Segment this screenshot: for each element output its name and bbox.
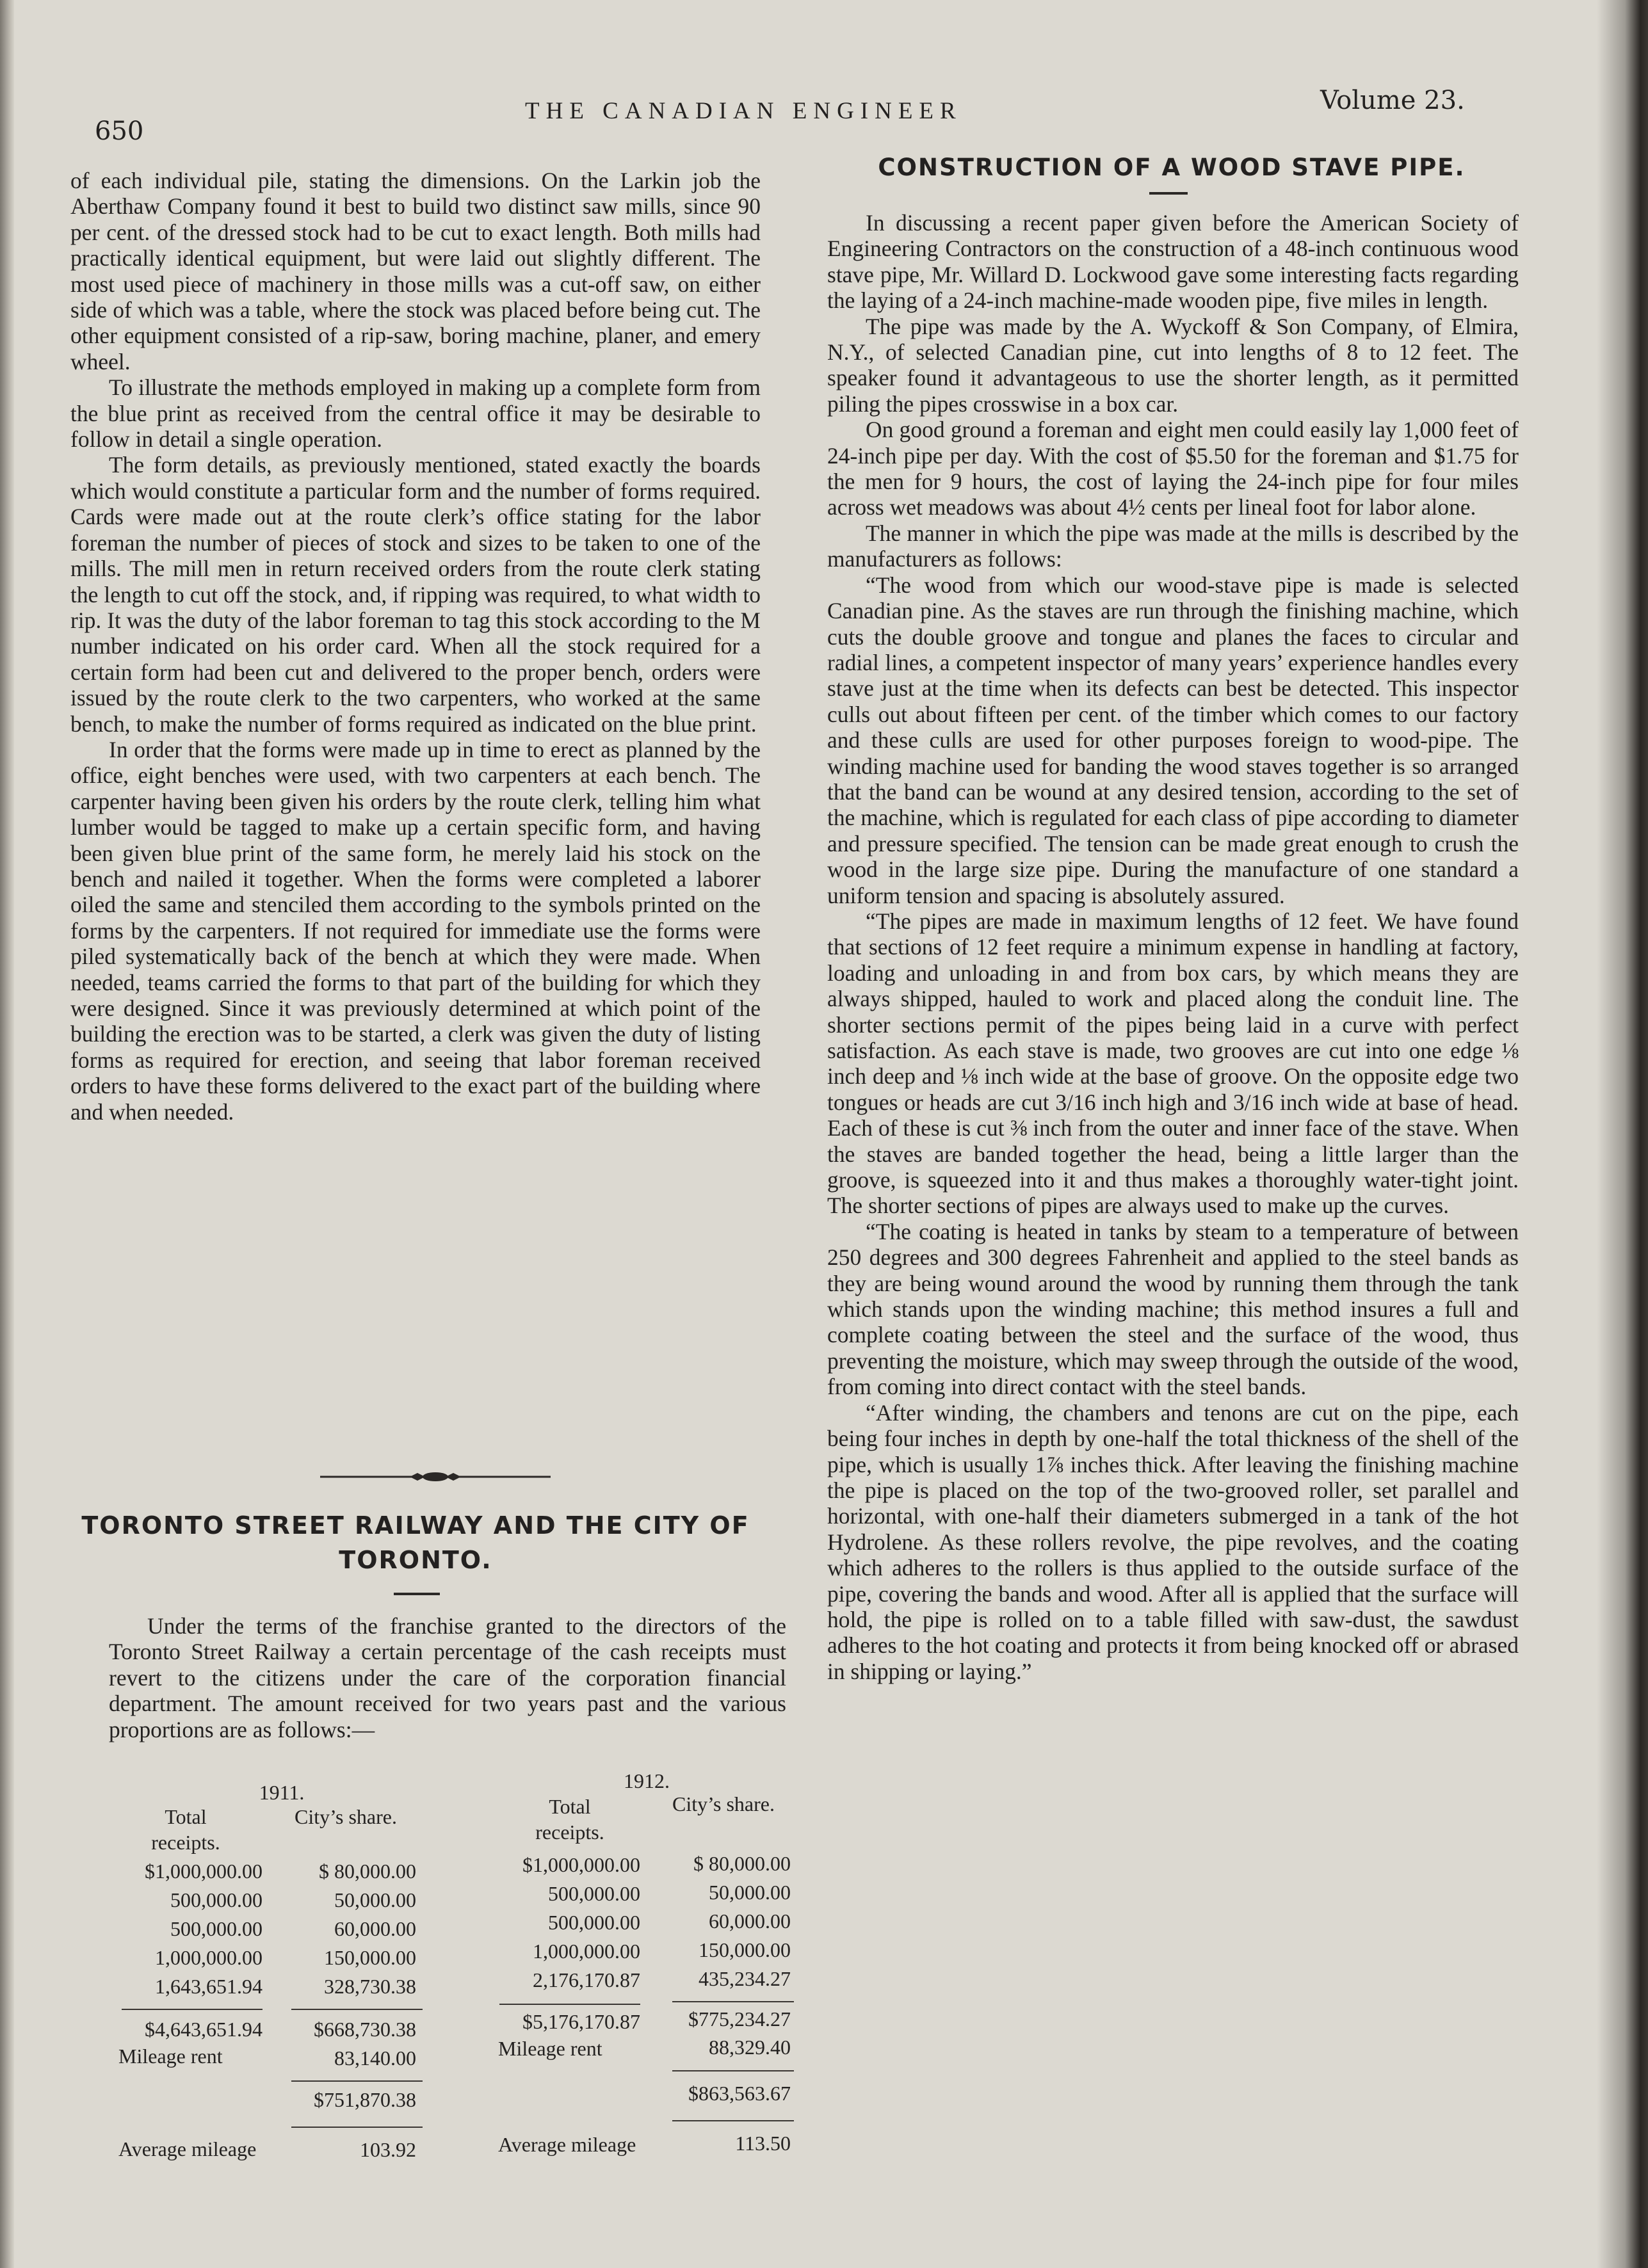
sum-total: $4,643,651.94 bbox=[145, 2018, 263, 2041]
paragraph: In discussing a recent paper given before the American Society of Engineering Contractors on the construction of a 48-inch continuous wood stave pipe, Mr. Willard D. Lockwood gave some interesting facts regarding the laying of a 24-inch machine-made wooden pipe, five miles in length. bbox=[827, 210, 1519, 314]
total-cell: 500,000.00 bbox=[170, 1888, 263, 1911]
grand-rule bbox=[672, 2070, 794, 2071]
wood-article-body bbox=[827, 210, 1519, 1684]
paragraph: of each individual pile, stating the dimensions. On the Larkin job the Aberthaw Company found it best to build two distinct saw mills, since 90 per cent. of the dressed stock had to be cut to exact length. Both mills had practically identical equipment, but were laid out slightly different. The most used piece of machinery in those mills was a cut-off saw, on either side of which was a table, where the stock was placed before being cut. The other equipment consisted of a rip-saw, boring machine, planer, and emery wheel. bbox=[70, 168, 761, 374]
share-cell: 60,000.00 bbox=[334, 1917, 416, 1940]
page-number: 650 bbox=[95, 117, 144, 146]
page-edge-shadow bbox=[1597, 0, 1648, 2268]
column-header-share: City’s share. bbox=[295, 1805, 397, 1828]
average-value: 113.50 bbox=[735, 2132, 791, 2155]
average-label: Average mileage bbox=[498, 2133, 636, 2156]
wood-article-title: CONSTRUCTION OF A WOOD STAVE PIPE. bbox=[878, 154, 1466, 181]
paragraph: “The pipes are made in maximum lengths of 12 feet. We have found that sections of 12 feet require a minimum expense in handling at factory, loading and unloading in and from box cars, by which means they are always shipped, hauled to work and placed along the conduit line. The shorter sections permit of the pipes being laid in a curve with perfect satisfaction. As each stave is made, two grooves are cut into one edge ⅛ inch deep and ⅛ inch wide at the base of groove. On the opposite edge two tongues or heads are cut 3/16 inch high and 3/16 inch wide at base of head. Each of these is cut ⅜ inch from the outer and inner face of the stave. When the staves are banded together the head, being a little larger than the groove, is squeezed into it and thus makes a thoroughly water-tight joint. The shorter sections of pipes are always used to make up the curves. bbox=[827, 908, 1519, 1219]
total-cell: 500,000.00 bbox=[170, 1917, 263, 1940]
paragraph: In order that the forms were made up in time to erect as planned by the office, eight benches were used, with two carpenters at each bench. The carpenter having been given his orders by the route clerk, telling him what lumber would be tagged to make up a certain specific form, and having been given blue print of the same form, he merely laid his stock on the bench and nailed it together. When the forms were completed a laborer oiled the same and stenciled them according to the symbols printed on the forms by the carpenters. If not required for immediate use the forms were piled systematically back of the bench at which they were made. When needed, teams carried the forms to that part of the building for which they were designed. Since it was previously determined at which point of the building the erection was to be started, a clerk was given the duty of listing forms as required for erection, and seeing that labor foreman received orders to have these forms delivered to the exact part of the building where and when needed. bbox=[70, 736, 761, 1125]
share-cell: 328,730.38 bbox=[324, 1975, 416, 1998]
paragraph: The manner in which the pipe was made at the mills is described by the manufacturers as follows: bbox=[827, 520, 1519, 572]
grand-total: $751,870.38 bbox=[314, 2088, 416, 2111]
total-cell: 1,643,651.94 bbox=[155, 1975, 263, 1998]
paragraph: “After winding, the chambers and tenons are cut on the pipe, each being four inches in depth by one-half the total thickness of the shell of the pipe, which is usually 1⅞ inches thick. After leaving the finishing machine the pipe is placed on the top of the two-grooved roller, set parallel and horizontal, with one-half their diameters submerged in a tank of the hot Hydrolene. As these rollers revolve, the pipe revolves, and the coating which adheres to the rollers is thus applied to the outside surface of the pipe, covering the bands and wood. After all is applied that the surface will hold, the pipe is rolled on to a table filled with saw-dust, the sawdust adheres to the hot coating and protects it from being knocked off or abrased in shipping or laying.” bbox=[827, 1399, 1519, 1684]
share-cell: 50,000.00 bbox=[334, 1888, 416, 1911]
grand-rule bbox=[291, 2080, 423, 2082]
sum-rule bbox=[291, 2009, 423, 2010]
grand-rule bbox=[672, 2120, 794, 2121]
share-cell: $ 80,000.00 bbox=[693, 1852, 791, 1875]
mileage-value: 83,140.00 bbox=[334, 2047, 416, 2070]
total-cell: 500,000.00 bbox=[548, 1911, 640, 1934]
column-header-share: City’s share. bbox=[672, 1792, 775, 1815]
sum-rule bbox=[672, 2001, 794, 2002]
share-cell: 50,000.00 bbox=[709, 1881, 791, 1904]
sum-rule bbox=[499, 2004, 640, 2005]
grand-rule bbox=[291, 2127, 423, 2128]
column-header-total: Total receipts. bbox=[151, 1805, 220, 1854]
toronto-intro bbox=[109, 1613, 786, 1742]
grand-total: $863,563.67 bbox=[688, 2082, 791, 2105]
total-cell: 1,000,000.00 bbox=[533, 1940, 640, 1963]
share-cell: 435,234.27 bbox=[699, 1967, 791, 1990]
column-header-total: Total receipts. bbox=[535, 1795, 604, 1844]
total-cell: 2,176,170.87 bbox=[533, 1968, 640, 1991]
share-cell: 150,000.00 bbox=[699, 1938, 791, 1961]
sum-rule bbox=[122, 2009, 263, 2010]
paragraph: “The wood from which our wood-stave pipe is made is selected Canadian pine. As the staves are run through the finishing machine, which cuts the double groove and tongue and planes the faces to circular and radial lines, a competent inspector of many years’ experience handles every stave just at the time when its defects can best be detected. This inspector culls out about fifteen per cent. of the timber which comes to our factory and these culls are used for other purposes foreign to wood-pipe. The winding machine used for banding the wood staves together is so arranged that the band can be wound at any desired tension, according to the set of the machine, which is regulated for each class of pipe according to diameter and pressure specified. The tension can be made great enough to crush the wood in the large size pipe. During the manufacture of one standard a uniform tension and spacing is absolutely assured. bbox=[827, 572, 1519, 908]
total-cell: 500,000.00 bbox=[548, 1882, 640, 1905]
mileage-label: Mileage rent bbox=[498, 2037, 602, 2060]
sum-share: $775,234.27 bbox=[688, 2007, 791, 2031]
average-label: Average mileage bbox=[118, 2137, 257, 2160]
mileage-value: 88,329.40 bbox=[709, 2036, 791, 2059]
share-cell: 150,000.00 bbox=[324, 1946, 416, 1969]
year-label: 1911. bbox=[259, 1781, 305, 1804]
left-column-article bbox=[70, 168, 761, 1125]
total-cell: $1,000,000.00 bbox=[145, 1860, 263, 1883]
title-underline bbox=[394, 1593, 440, 1595]
title-underline bbox=[1149, 192, 1188, 195]
share-cell: $ 80,000.00 bbox=[319, 1860, 416, 1883]
section-divider-ornament bbox=[320, 1469, 551, 1484]
average-value: 103.92 bbox=[360, 2138, 416, 2161]
share-cell: 60,000.00 bbox=[709, 1910, 791, 1933]
paragraph: The pipe was made by the A. Wyckoff & Son Company, of Elmira, N.Y., of selected Canadian pine, cut into lengths of 8 to 12 feet. The speaker found it advantageous to use the shorter length, as it permitted piling the pipes crosswise in a box car. bbox=[827, 313, 1519, 417]
paragraph: To illustrate the methods employed in making up a complete form from the blue print as received from the central office it may be desirable to follow in detail a single operation. bbox=[70, 374, 761, 453]
paragraph: On good ground a foreman and eight men could easily lay 1,000 feet of 24-inch pipe per day. With the cost of $5.50 for the foreman and $1.75 for the men for 9 hours, the cost of laying the 24-inch pipe for four miles across wet meadows was about 4½ cents per lineal foot for labor alone. bbox=[827, 417, 1519, 520]
paragraph: Under the terms of the franchise granted to the directors of the Toronto Street Railway a certain percentage of the cash receipts must revert to the citizens under the care of the corporation financial department. The amount received for two years past and the various proportions are as follows:— bbox=[109, 1613, 786, 1742]
sum-share: $668,730.38 bbox=[314, 2018, 416, 2041]
toronto-article-title: TORONTO STREET RAILWAY AND THE CITY OF TORONTO. bbox=[81, 1511, 750, 1574]
total-cell: 1,000,000.00 bbox=[155, 1946, 263, 1969]
total-cell: $1,000,000.00 bbox=[522, 1853, 640, 1876]
sum-total: $5,176,170.87 bbox=[522, 2010, 640, 2033]
year-label: 1912. bbox=[624, 1769, 670, 1792]
running-head: THE CANADIAN ENGINEER bbox=[525, 98, 962, 124]
page-spine-shadow bbox=[0, 0, 14, 2268]
mileage-label: Mileage rent bbox=[118, 2045, 223, 2068]
paragraph: The form details, as previously mentioned, stated exactly the boards which would constitute a particular form and the number of forms required. Cards were made out at the route clerk’s office stating for the labor foreman the number of pieces of stock and sizes to be taken to one of the mills. The mill men in return received orders from the route clerk stating the length to cut off the stock, and, if ripping was required, to what width to rip. It was the duty of the labor foreman to tag this stock according to the M number indicated on his order card. When all the stock required for a certain form had been cut and delivered to the proper bench, orders were issued by the route clerk to the two carpenters, who worked at the same bench, to make the number of forms required as indicated on the blue print. bbox=[70, 452, 761, 737]
volume-label: Volume 23. bbox=[1320, 86, 1465, 115]
paragraph: “The coating is heated in tanks by steam to a temperature of between 250 degrees and 300 degrees Fahrenheit and applied to the steel bands as they are being wound around the wood by running them through the tank which stands upon the winding machine; this method insures a full and complete coating between the steel and the surface of the wood, thus preventing the moisture, which may sweep through the outside of the wood, from coming into direct contact with the steel bands. bbox=[827, 1218, 1519, 1400]
